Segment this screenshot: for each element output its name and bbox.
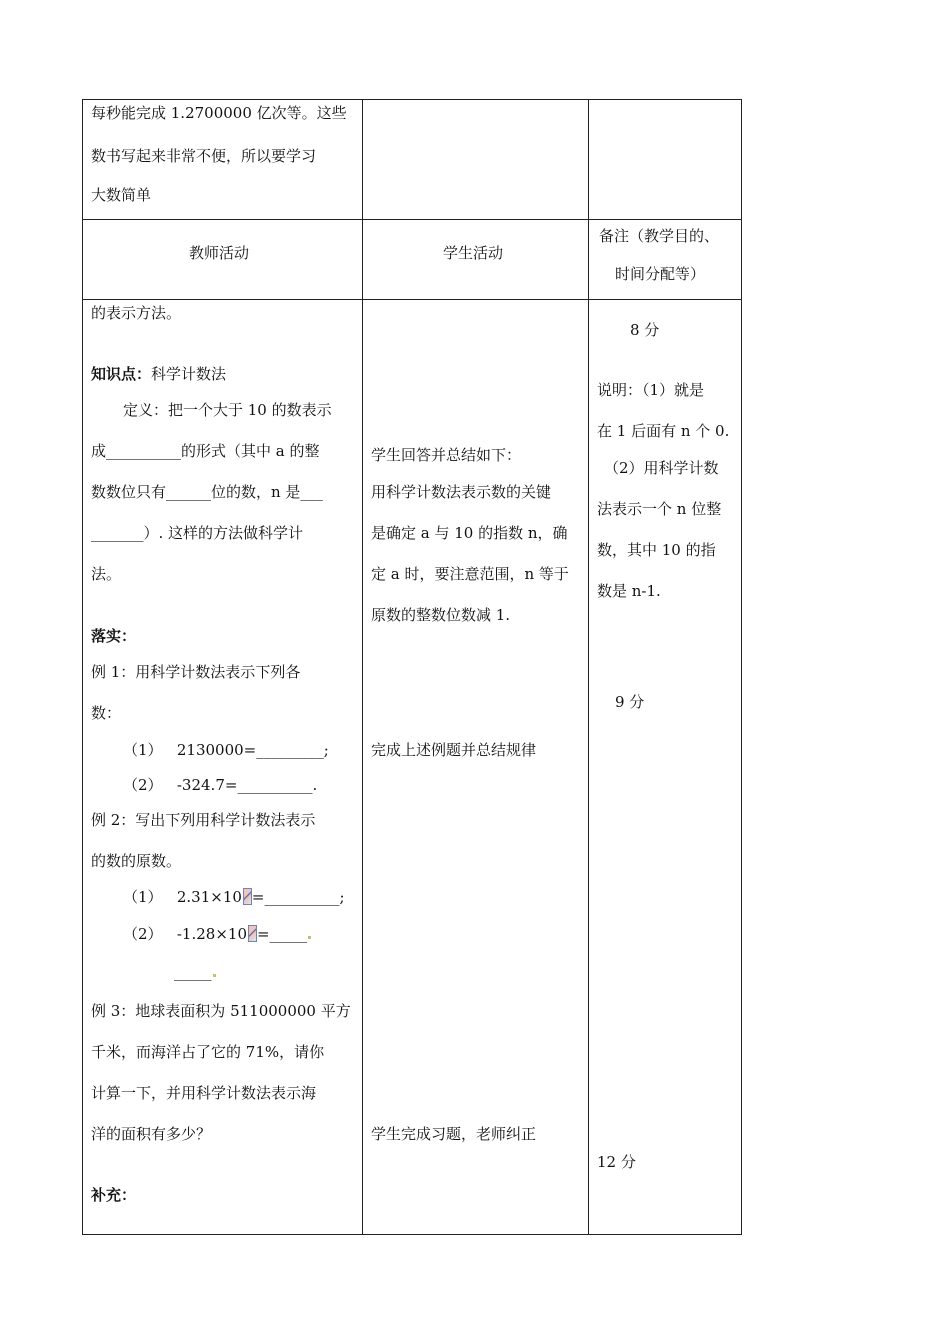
definition-line-4: _______）. 这样的方法做科学计 bbox=[91, 524, 304, 542]
student-line-1: 学生回答并总结如下： bbox=[371, 446, 522, 464]
row1-line-2: 数书写起来非常不便，所以要学习 bbox=[91, 147, 317, 165]
example2-line-2: 的数的原数。 bbox=[91, 852, 182, 870]
header-remark-line2: 时间分配等） bbox=[615, 265, 706, 283]
knowledge-point: 知识点：科学计数法 bbox=[91, 365, 227, 383]
teacher-intro: 的表示方法。 bbox=[91, 304, 182, 322]
definition-line-1: 定义：把一个大于 10 的数表示 bbox=[123, 401, 332, 419]
row1-line-1: 每秒能完成 1.2700000 亿次等。这些 bbox=[91, 104, 347, 122]
definition-line-5: 法。 bbox=[91, 565, 122, 583]
example3-line-4: 洋的面积有多少？ bbox=[91, 1125, 212, 1143]
lesson-table bbox=[82, 99, 742, 1235]
table-border-bottom bbox=[82, 1234, 742, 1235]
example3-line-1: 例 3：地球表面积为 511000000 平方 bbox=[91, 1002, 351, 1020]
student-line-3: 是确定 a 与 10 的指数 n，确 bbox=[371, 524, 568, 542]
example2-item-1: （1） 2.31×10 =__________; bbox=[123, 888, 345, 906]
header-remark-line1: 备注（教学目的、 bbox=[599, 227, 720, 245]
definition-line-3: 数数位只有______位的数，n 是___ bbox=[91, 483, 323, 501]
table-border-top bbox=[82, 99, 742, 100]
remark-line-2: 在 1 后面有 n 个 0. bbox=[597, 422, 730, 440]
student-line-2: 用科学计数法表示数的关键 bbox=[371, 483, 552, 501]
header-teacher-activity: 教师活动 bbox=[189, 244, 250, 262]
student-line-5: 原数的整数位数减 1. bbox=[371, 606, 511, 624]
remark-line-3: （2）用科学计数 bbox=[604, 459, 719, 477]
column-divider-1 bbox=[362, 99, 363, 1235]
definition-line-2: 成__________的形式（其中 a 的整 bbox=[91, 442, 320, 460]
remark-line-4: 法表示一个 n 位整 bbox=[597, 500, 722, 518]
example2-item-2: （2） -1.28×10 =_____ bbox=[123, 924, 312, 944]
example1-line-2: 数： bbox=[91, 704, 122, 722]
table-border-left bbox=[82, 99, 83, 1235]
student-line-7: 学生完成习题，老师纠正 bbox=[371, 1125, 537, 1143]
row-divider-2 bbox=[82, 299, 742, 300]
row-divider-1 bbox=[82, 219, 742, 220]
exponent-image-icon bbox=[248, 925, 257, 942]
example2-line-1: 例 2：写出下列用科学计数法表示 bbox=[91, 811, 316, 829]
example3-line-3: 计算一下，并用科学计数法表示海 bbox=[91, 1084, 317, 1102]
practice-heading: 落实： bbox=[91, 627, 137, 645]
remark-line-5: 数，其中 10 的指 bbox=[597, 541, 716, 559]
remark-time-3: 12 分 bbox=[597, 1153, 636, 1171]
header-student-activity: 学生活动 bbox=[443, 244, 504, 262]
row1-line-3: 大数简单 bbox=[91, 186, 152, 204]
exponent-image-icon bbox=[243, 888, 252, 905]
example1-item-2: （2） -324.7=__________. bbox=[123, 776, 318, 794]
table-border-right bbox=[741, 99, 742, 1235]
student-line-4: 定 a 时，要注意范围，n 等于 bbox=[371, 565, 569, 583]
column-divider-2 bbox=[588, 99, 589, 1235]
remark-line-6: 数是 n-1. bbox=[597, 582, 661, 600]
remark-time-1: 8 分 bbox=[630, 321, 660, 339]
remark-line-1: 说明：（1）就是 bbox=[597, 381, 705, 399]
supplement-heading: 补充： bbox=[91, 1186, 137, 1204]
student-line-6: 完成上述例题并总结规律 bbox=[371, 741, 537, 759]
remark-time-2: 9 分 bbox=[615, 693, 645, 711]
example1-item-1: （1） 2130000=_________; bbox=[123, 741, 329, 759]
example2-item-2-continued: _____ bbox=[174, 962, 217, 982]
example3-line-2: 千米，而海洋占了它的 71%，请你 bbox=[91, 1043, 325, 1061]
example1-line-1: 例 1：用科学计数法表示下列各 bbox=[91, 663, 301, 681]
